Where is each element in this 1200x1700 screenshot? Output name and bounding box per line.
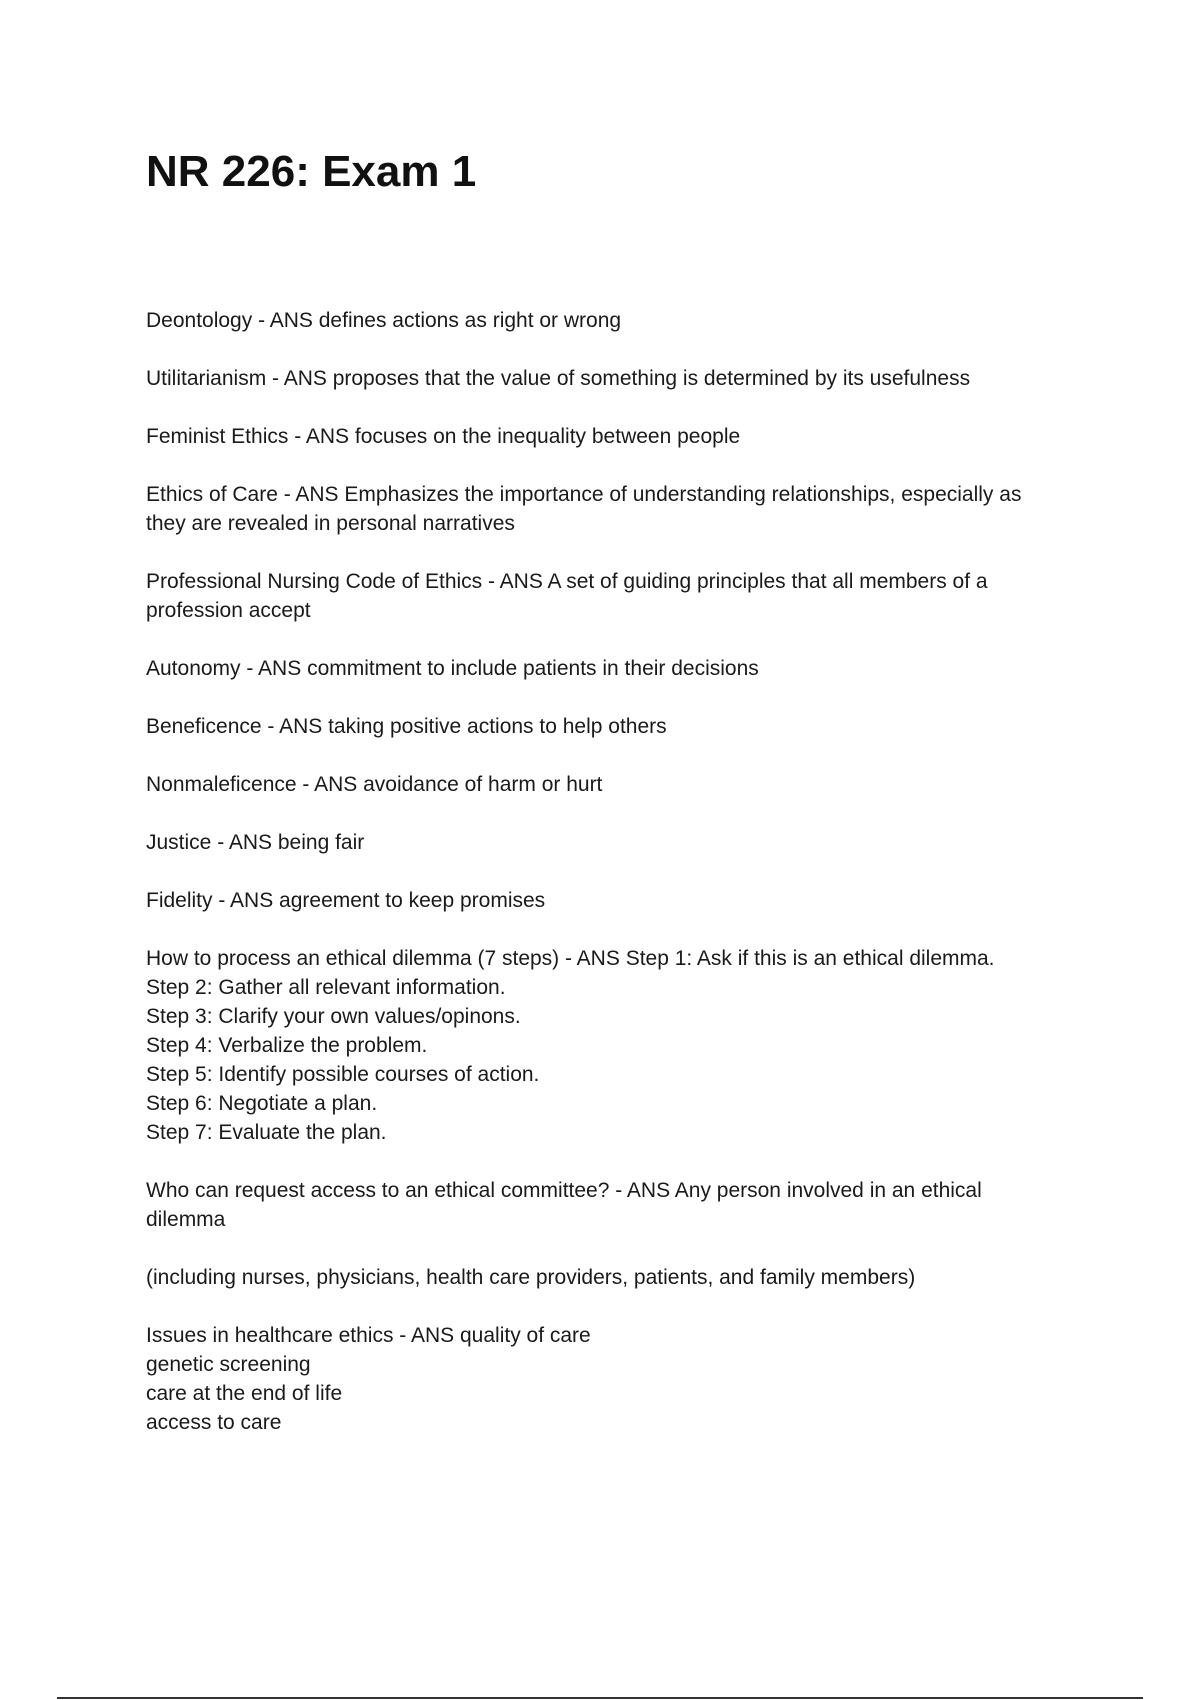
term-autonomy: Autonomy - ANS commitment to include patients in their decisions: [146, 657, 759, 680]
term-ethics-of-care: Ethics of Care - ANS Emphasizes the importance of understanding relationships, especially as they are revealed in personal narratives: [146, 483, 1022, 535]
flashcard-list: [146, 306, 1106, 1466]
term-healthcare-ethics-issues: Issues in healthcare ethics - ANS quality of care genetic screening care at the end of life access to care: [146, 1324, 591, 1434]
term-utilitarianism: Utilitarianism - ANS proposes that the value of something is determined by its usefulness: [146, 367, 971, 390]
term-beneficence: Beneficence - ANS taking positive actions to help others: [146, 715, 667, 738]
term-ethical-dilemma-steps: How to process an ethical dilemma (7 steps) - ANS Step 1: Ask if this is an ethical dilemma. Step 2: Gather all relevant information. Step 3: Clarify your own values/opinons. Step 4: Verbalize the problem. Step 5: Identify possible courses of action. Step 6: Negotiate a plan. Step 7: Evaluate the plan.: [146, 947, 995, 1144]
term-nursing-code-of-ethics: Professional Nursing Code of Ethics - ANS A set of guiding principles that all members of a profession accept: [146, 570, 988, 622]
term-nonmaleficence: Nonmaleficence - ANS avoidance of harm or hurt: [146, 773, 603, 796]
term-ethical-committee-note: (including nurses, physicians, health care providers, patients, and family members): [146, 1266, 916, 1289]
term-justice: Justice - ANS being fair: [146, 831, 365, 854]
term-feminist-ethics: Feminist Ethics - ANS focuses on the inequality between people: [146, 425, 741, 448]
page-title: NR 226: Exam 1: [146, 147, 477, 196]
term-ethical-committee-access: Who can request access to an ethical committee? - ANS Any person involved in an ethical dilemma: [146, 1179, 982, 1231]
term-fidelity: Fidelity - ANS agreement to keep promises: [146, 889, 546, 912]
page-bottom-divider: [57, 1697, 1143, 1699]
term-deontology: Deontology - ANS defines actions as right or wrong: [146, 309, 622, 332]
